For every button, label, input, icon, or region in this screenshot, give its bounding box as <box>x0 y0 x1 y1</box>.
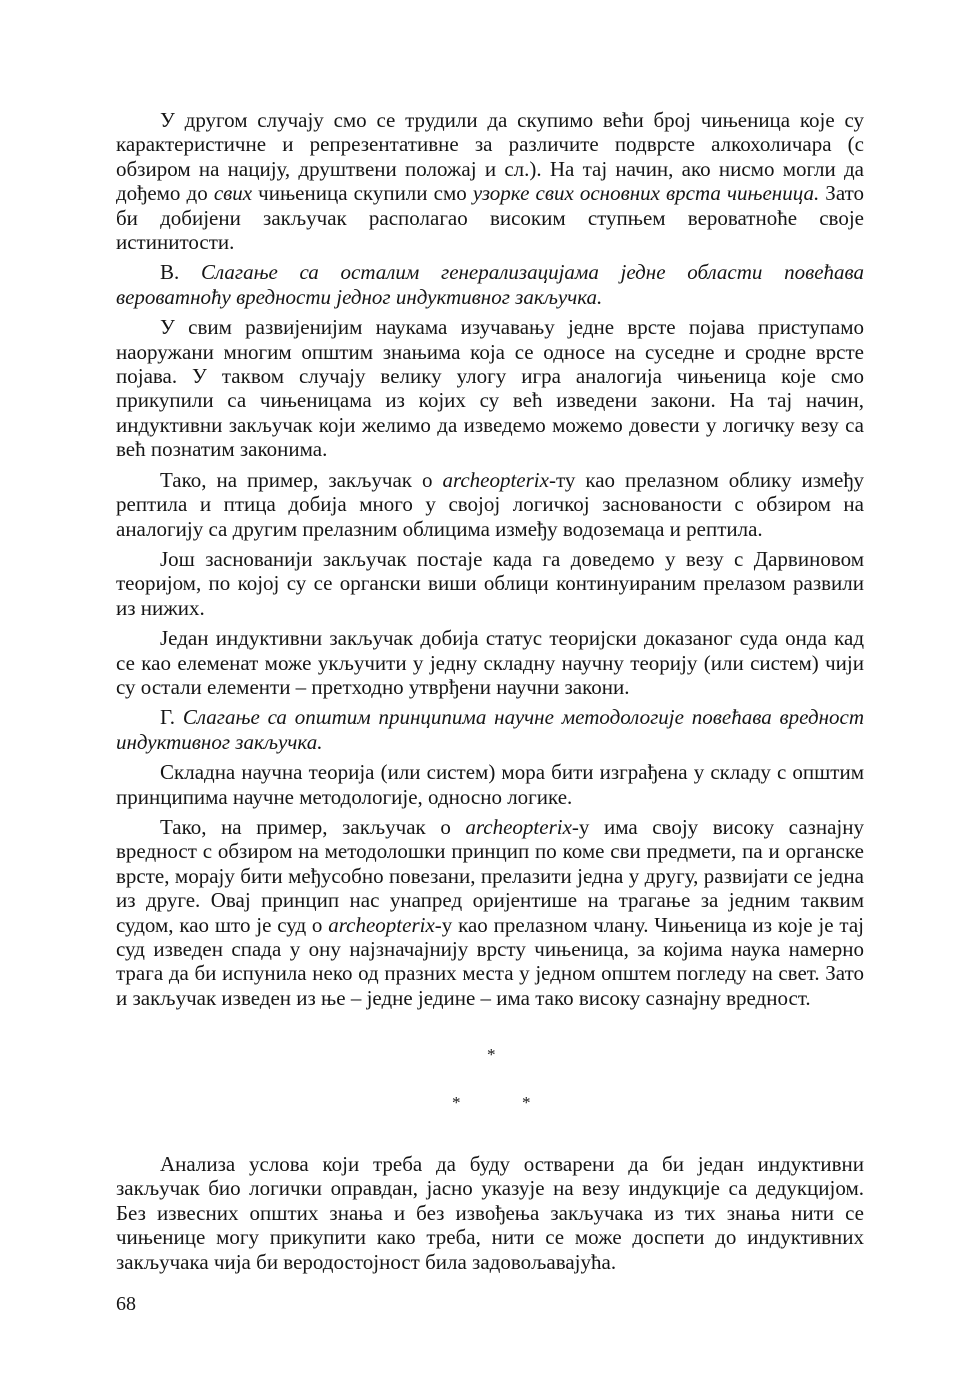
paragraph-archeopterix-value <box>116 815 864 1010</box>
section-label: В. <box>160 260 201 285</box>
separator-star-left: * <box>452 1093 461 1112</box>
paragraph-text: -у као прелазном члану. Чињеница из које је тај суд изведен спада у ону најзначајнију врсту чињеница, за којима наука намерно трага да би испунила неко од празних места у једном општем погледу на свет. Зато и закључак изведен из ње – једне једине – има тако високу сазнајну вредност. <box>116 912 864 1010</box>
italic-emphasis: узорке свих основних врста чињеница. <box>472 181 820 206</box>
page-number: 68 <box>116 1293 136 1315</box>
italic-term: archeopterix <box>328 912 435 937</box>
section-heading-g <box>116 705 864 754</box>
paragraph-darwin: Још заснованији закључак постаје када га доведемо у везу с Дарвиновом теоријом, по којој су се органски виши облици континуираним прелазом развили из нижих. <box>116 546 864 620</box>
separator-star-right: * <box>522 1093 531 1112</box>
paragraph-text: Зато би добијени закључак располагао високим ступњем вероватноће своје истинитости. <box>116 181 864 255</box>
paragraph-analogy: У свим развијенијим наукама изучавању једне врсте појава приступамо наоружани многим општим знањима која се односе на суседне и сродне врсте појава. У таквом случају велику улогу игра аналогија чињеница које смо прикупили са чињеницама из којих су већ изведени закони. На тај начин, индуктивни закључак који желимо да изведемо можемо довести у логичку везу са већ познатим законима. <box>116 315 864 462</box>
paragraph-samples <box>116 108 864 254</box>
section-title: Слагање са општим принципима научне методологије повећава вредност индуктивног закључка. <box>116 705 864 754</box>
section-label: Г. <box>160 705 183 730</box>
section-heading-v <box>116 260 864 309</box>
paragraph-text: У другом случају смо се трудили да скупимо већи број чињеница које су карактеристичне и репрезентативне за различите подврсте алкохоличара (с обзиром на нацију, друштвени положај и сл.). На тај начин, ако нисмо могли да дођемо до <box>116 108 864 206</box>
paragraph-text: Тако, на пример, закључак о <box>160 467 443 492</box>
paragraph-archeopterix-example <box>116 468 864 541</box>
paragraph-text: Тако, на пример, закључак о <box>160 814 466 839</box>
paragraph-theory-status: Један индуктивни закључак добија статус теоријски доказаног суда онда кад се као елеменат може укључити у једну складну научну теорију (или систем) чији су остали елементи – претходно утврђени научни закони. <box>116 626 864 699</box>
separator-star-top: * <box>487 1045 496 1064</box>
paragraph-text: чињеница скупили смо <box>252 181 473 206</box>
italic-emphasis: свих <box>213 181 253 206</box>
paragraph-induction-deduction: Анализа услова који треба да буду остварени да би један индуктивни закључак био логички оправдан, јасно указује на везу индукције са дедукцијом. Без извесних општих знања и без извођења закључака из тих знања нити се чињенице могу прикупити како треба, нити се може доспети до индуктивних закључака чија би веродостојност била задовољавајућа. <box>116 1152 864 1274</box>
main-text <box>116 108 864 1016</box>
section-title: Слагање са осталим генерализацијама једне области повећава вероватноћу вредности једног индуктивног закључка. <box>116 260 864 309</box>
paragraph-methodology: Складна научна теорија (или систем) мора бити изграђена у складу с општим принципима научне методологије, односно логике. <box>116 760 864 809</box>
concluding-text <box>116 1152 864 1274</box>
paragraph-text: -у има своју високу сазнајну вредност с обзиром на методолошки принцип по коме сви предмети, па и органске врсте, морају бити међусобно повезани, прелазити једна у другу, развијати се једна из друге. Овај принцип нас унапред оријентише на трагање за једним таквим судом, као што је суд о <box>116 814 864 937</box>
italic-term: archeopterix <box>442 467 549 492</box>
paragraph-text: -ту као прелазном облику између рептила и птица добија много у својој логичкој заснованости с обзиром на аналогију са другим прелазним облицима између водоземаца и рептила. <box>116 467 864 541</box>
italic-term: archeopterix <box>465 814 572 839</box>
